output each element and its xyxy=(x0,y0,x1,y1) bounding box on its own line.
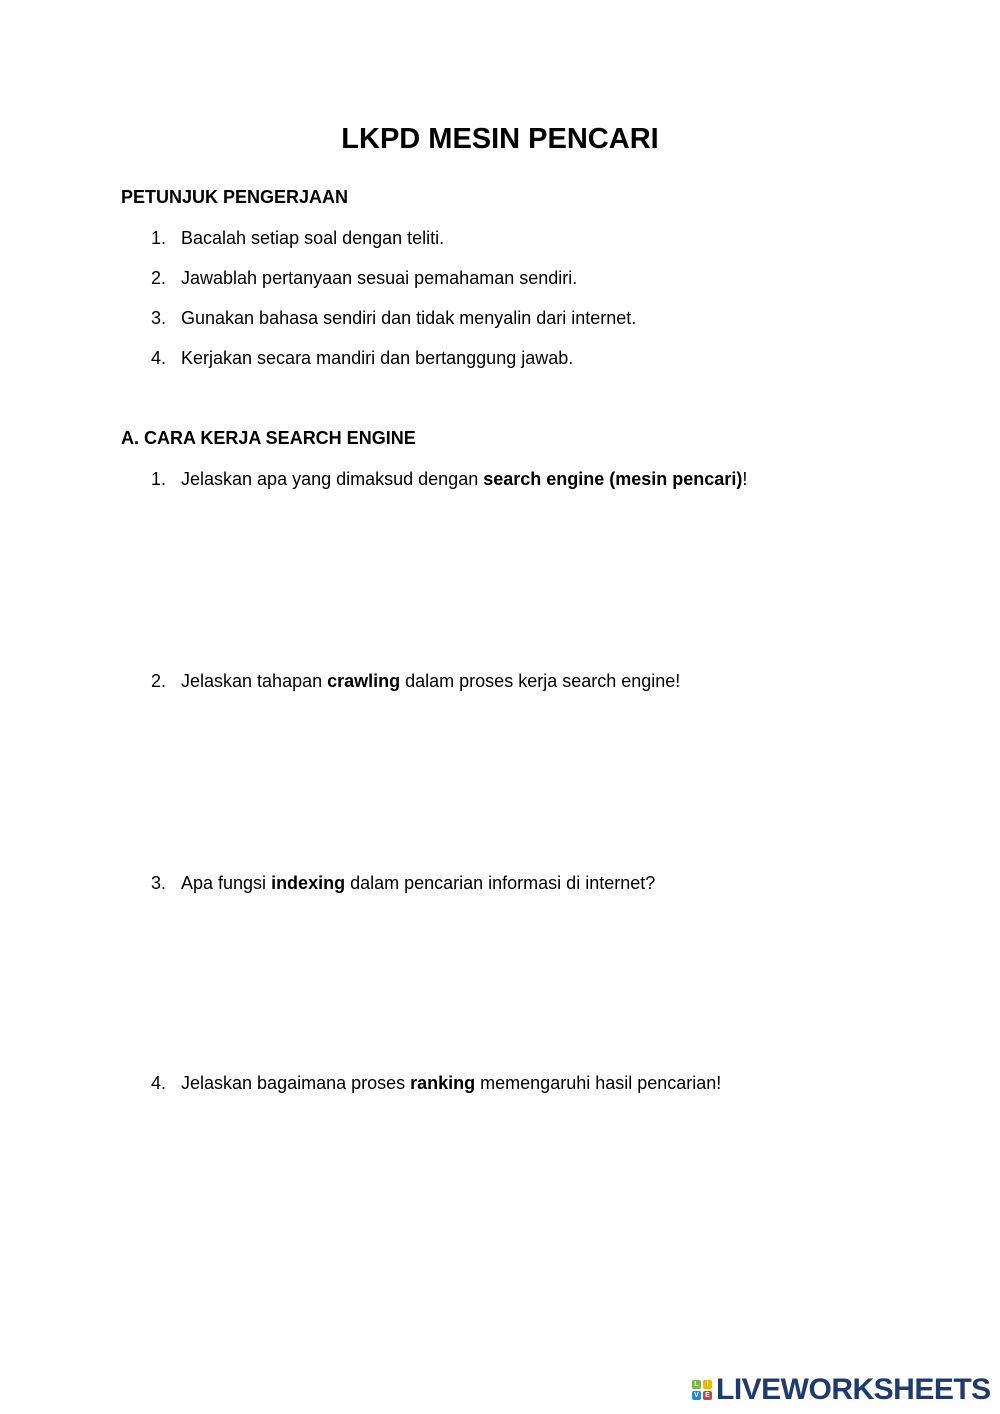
question-keyword: ranking xyxy=(410,1073,476,1093)
logo-mark-tile: V xyxy=(692,1391,701,1400)
question-text-before: Jelaskan tahapan xyxy=(181,671,328,691)
question-text-after: memengaruhi hasil pencarian! xyxy=(475,1073,722,1093)
question-text-after: ! xyxy=(742,469,748,489)
question-keyword: search engine (mesin pencari) xyxy=(483,469,743,489)
item-number: 3. xyxy=(151,308,167,328)
liveworksheets-logo-text: LIVEWORKSHEETS xyxy=(716,1373,991,1406)
liveworksheets-logo xyxy=(692,1373,991,1407)
question-number: 2. xyxy=(151,671,167,691)
question-text-before: Jelaskan bagaimana proses xyxy=(181,1073,411,1093)
instruction-item xyxy=(151,226,444,250)
item-text: Bacalah setiap soal dengan teliti. xyxy=(181,228,445,248)
question-number: 4. xyxy=(151,1073,167,1093)
instruction-item xyxy=(151,266,577,290)
item-number: 1. xyxy=(151,228,167,248)
liveworksheets-logo-icon xyxy=(692,1380,712,1400)
item-text: Jawablah pertanyaan sesuai pemahaman sendiri. xyxy=(181,268,578,288)
question-text-after: dalam proses kerja search engine! xyxy=(400,671,681,691)
instruction-item xyxy=(151,346,573,370)
question-number: 1. xyxy=(151,469,167,489)
question-item xyxy=(151,1071,721,1095)
logo-mark-tile: I xyxy=(703,1380,712,1389)
item-number: 4. xyxy=(151,348,167,368)
item-number: 2. xyxy=(151,268,167,288)
page-title: LKPD MESIN PENCARI xyxy=(341,123,659,155)
question-text-before: Jelaskan apa yang dimaksud dengan xyxy=(181,469,484,489)
instruction-item xyxy=(151,306,636,330)
question-text-after: dalam pencarian informasi di internet? xyxy=(345,873,656,893)
question-text-before: Apa fungsi xyxy=(181,873,272,893)
question-keyword: indexing xyxy=(271,873,346,893)
section-a-heading: A. CARA KERJA SEARCH ENGINE xyxy=(121,428,416,448)
question-item xyxy=(151,669,680,693)
question-keyword: crawling xyxy=(327,671,401,691)
question-item xyxy=(151,467,747,491)
item-text: Kerjakan secara mandiri dan bertanggung jawab. xyxy=(181,348,574,368)
logo-mark-tile: E xyxy=(703,1391,712,1400)
question-number: 3. xyxy=(151,873,167,893)
logo-mark-tile: L xyxy=(692,1380,701,1389)
instructions-heading: PETUNJUK PENGERJAAN xyxy=(121,187,349,207)
question-item xyxy=(151,871,655,895)
item-text: Gunakan bahasa sendiri dan tidak menyalin dari internet. xyxy=(181,308,637,328)
